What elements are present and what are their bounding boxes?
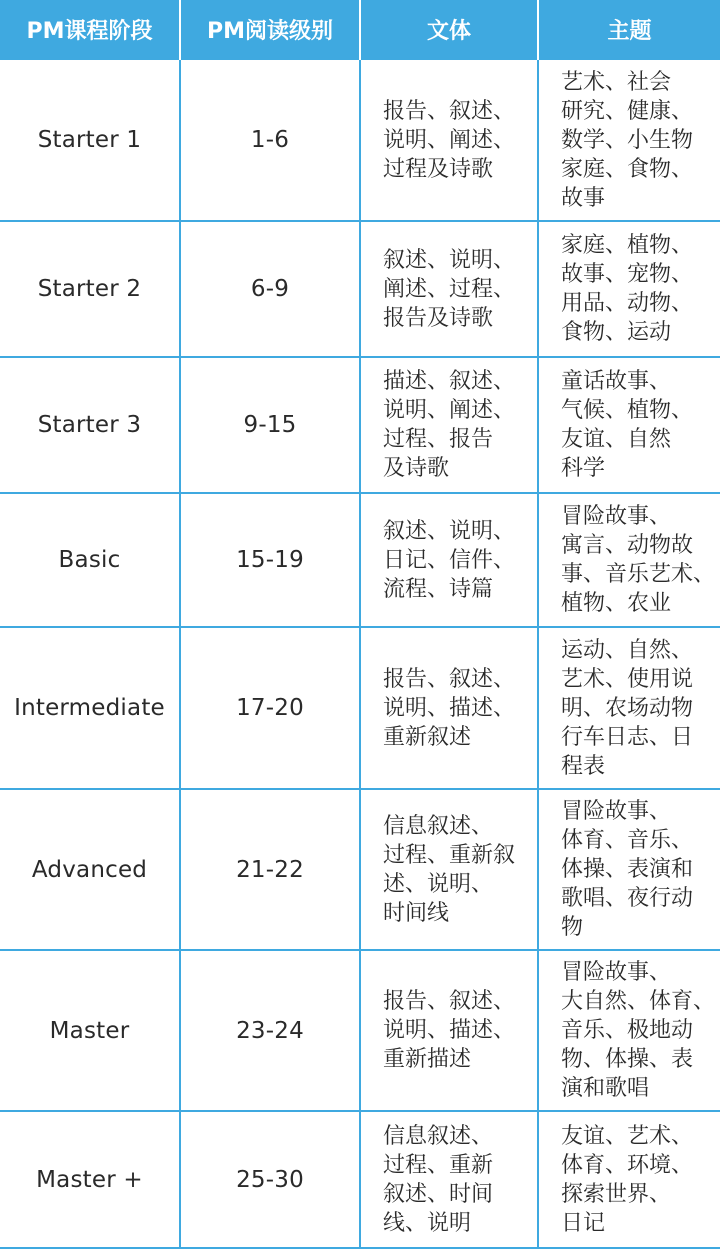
header-level: PM阅读级别 xyxy=(180,0,360,59)
cell-genre xyxy=(360,493,538,627)
genre-line: 信息叙述、 xyxy=(383,1123,494,1149)
genre-line: 流程、诗篇 xyxy=(383,576,494,602)
genre-line: 报告及诗歌 xyxy=(383,305,494,331)
topic-line: 艺术、社会 xyxy=(561,69,672,95)
topic-line: 物 xyxy=(561,915,584,940)
topic-line: 童话故事、 xyxy=(561,369,672,394)
genre-line: 过程、重新 xyxy=(383,1152,494,1178)
cell-topic xyxy=(538,357,720,493)
topic-line: 数学、小生物 xyxy=(561,127,694,153)
genre-line: 重新叙述 xyxy=(383,724,472,750)
cell-genre xyxy=(360,950,538,1111)
topic-line: 艺术、使用说 xyxy=(561,666,694,692)
cell-genre xyxy=(360,789,538,950)
topic-line: 体操、表演和 xyxy=(561,857,694,882)
genre-line: 时间线 xyxy=(383,900,450,926)
genre-line: 过程、重新叙 xyxy=(383,842,516,868)
topic-line: 明、农场动物 xyxy=(561,695,694,721)
table-row xyxy=(0,59,720,221)
cell-stage: Intermediate xyxy=(0,627,180,789)
cell-stage: Advanced xyxy=(0,789,180,950)
topic-line: 运动、自然、 xyxy=(561,637,694,663)
genre-line: 叙述、时间 xyxy=(383,1181,494,1207)
topic-line: 日记 xyxy=(561,1210,606,1236)
genre-line: 报告、叙述、 xyxy=(383,98,516,124)
genre-line: 阐述、过程、 xyxy=(383,276,516,302)
topic-line: 音乐、极地动 xyxy=(561,1018,694,1043)
topic-line: 用品、动物、 xyxy=(561,291,694,316)
table-row xyxy=(0,789,720,950)
cell-topic xyxy=(538,950,720,1111)
topic-line: 植物、农业 xyxy=(561,591,672,616)
genre-line: 描述、叙述、 xyxy=(383,369,516,394)
cell-level: 6-9 xyxy=(180,221,360,357)
genre-line: 过程及诗歌 xyxy=(383,156,494,182)
topic-line: 友谊、艺术、 xyxy=(561,1123,694,1149)
genre-line: 说明、描述、 xyxy=(383,695,516,721)
topic-line: 友谊、自然 xyxy=(561,427,672,452)
cell-level: 15-19 xyxy=(180,493,360,627)
cell-level: 23-24 xyxy=(180,950,360,1111)
genre-line: 叙述、说明、 xyxy=(383,247,516,273)
topic-line: 事、音乐艺术、 xyxy=(561,562,716,587)
genre-line: 报告、叙述、 xyxy=(383,989,516,1014)
cell-level: 21-22 xyxy=(180,789,360,950)
topic-line: 行车日志、日 xyxy=(561,724,694,750)
table-header xyxy=(0,0,720,59)
topic-line: 冒险故事、 xyxy=(561,960,672,985)
cell-level: 17-20 xyxy=(180,627,360,789)
cell-stage: Starter 1 xyxy=(0,59,180,221)
genre-line: 及诗歌 xyxy=(383,456,450,481)
topic-line: 科学 xyxy=(561,456,606,481)
table-row xyxy=(0,493,720,627)
header-genre: 文体 xyxy=(360,0,538,59)
genre-line: 重新描述 xyxy=(383,1047,472,1072)
cell-topic xyxy=(538,1111,720,1248)
genre-line: 说明、阐述、 xyxy=(383,127,516,153)
topic-line: 演和歌唱 xyxy=(561,1076,650,1101)
topic-line: 寓言、动物故 xyxy=(561,533,694,558)
topic-line: 物、体操、表 xyxy=(561,1047,694,1072)
topic-line: 大自然、体育、 xyxy=(561,989,716,1014)
table-row xyxy=(0,627,720,789)
genre-line: 日记、信件、 xyxy=(383,547,516,573)
table-row xyxy=(0,1111,720,1248)
genre-line: 说明、阐述、 xyxy=(383,398,516,423)
genre-line: 信息叙述、 xyxy=(383,813,494,839)
topic-line: 体育、音乐、 xyxy=(561,828,694,853)
cell-level: 9-15 xyxy=(180,357,360,493)
topic-line: 家庭、食物、 xyxy=(561,156,694,182)
topic-line: 探索世界、 xyxy=(561,1181,672,1207)
header-row xyxy=(0,0,720,59)
cell-topic xyxy=(538,59,720,221)
cell-topic xyxy=(538,789,720,950)
topic-line: 家庭、植物、 xyxy=(561,233,694,258)
topic-line: 体育、环境、 xyxy=(561,1152,694,1178)
topic-line: 程表 xyxy=(561,753,606,779)
cell-stage: Master + xyxy=(0,1111,180,1248)
cell-level: 25-30 xyxy=(180,1111,360,1248)
table-row xyxy=(0,357,720,493)
topic-line: 故事 xyxy=(561,185,606,211)
header-topic: 主题 xyxy=(538,0,720,59)
topic-line: 歌唱、夜行动 xyxy=(561,886,694,911)
cell-genre xyxy=(360,357,538,493)
cell-topic xyxy=(538,221,720,357)
cell-genre xyxy=(360,59,538,221)
cell-topic xyxy=(538,627,720,789)
topic-line: 冒险故事、 xyxy=(561,799,672,824)
topic-line: 故事、宠物、 xyxy=(561,262,694,287)
cell-genre xyxy=(360,1111,538,1248)
header-stage: PM课程阶段 xyxy=(0,0,180,59)
cell-genre xyxy=(360,627,538,789)
topic-line: 冒险故事、 xyxy=(561,504,672,529)
genre-line: 过程、报告 xyxy=(383,427,494,452)
cell-stage: Master xyxy=(0,950,180,1111)
cell-genre xyxy=(360,221,538,357)
genre-line: 叙述、说明、 xyxy=(383,518,516,544)
genre-line: 线、说明 xyxy=(383,1210,472,1236)
cell-stage: Starter 3 xyxy=(0,357,180,493)
topic-line: 气候、植物、 xyxy=(561,398,694,423)
topic-line: 研究、健康、 xyxy=(561,98,694,124)
cell-stage: Basic xyxy=(0,493,180,627)
table-body xyxy=(0,59,720,1248)
topic-line: 食物、运动 xyxy=(561,320,672,345)
cell-topic xyxy=(538,493,720,627)
table-row xyxy=(0,221,720,357)
genre-line: 报告、叙述、 xyxy=(383,666,516,692)
cell-level: 1-6 xyxy=(180,59,360,221)
cell-stage: Starter 2 xyxy=(0,221,180,357)
genre-line: 述、说明、 xyxy=(383,871,494,897)
table-row xyxy=(0,950,720,1111)
genre-line: 说明、描述、 xyxy=(383,1018,516,1043)
